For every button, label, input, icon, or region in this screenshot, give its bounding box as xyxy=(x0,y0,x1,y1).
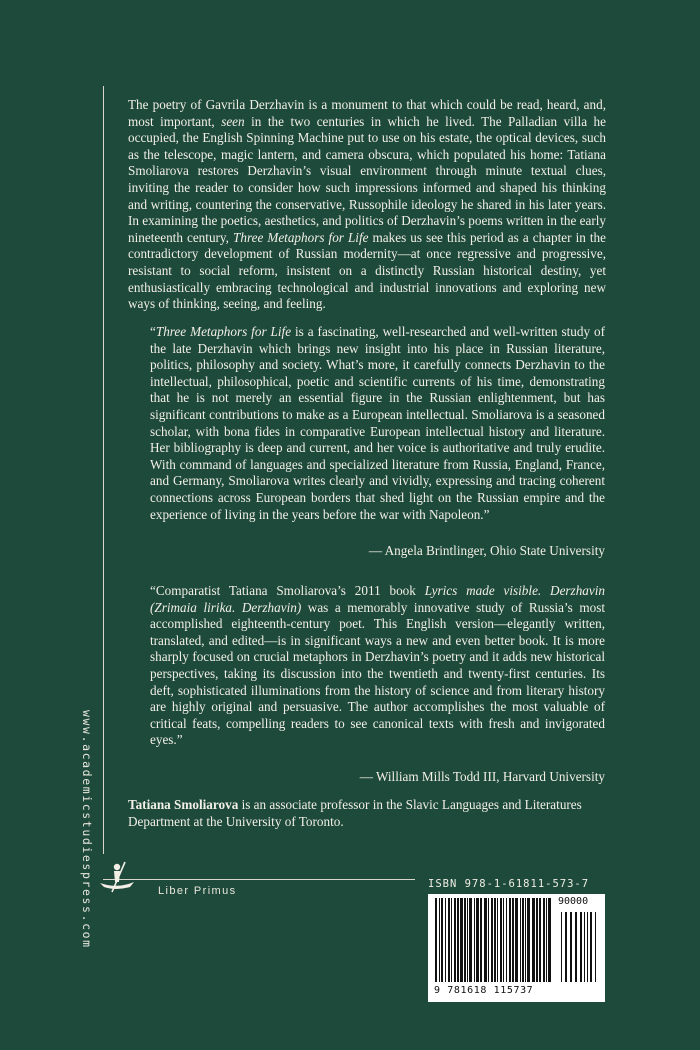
endorsement-todd xyxy=(150,583,605,786)
description-text-2: in the two centuries in which he lived. The Palladian villa he occupied, the English Spinning Machine put to use on his estate, the optical devices, such as the telescope, magic lantern, and camera obscura, which populated his home: Tatiana Smoliarova restores Derzhavin’s visual environment through minute textual clues, inviting the reader to consider how such impressions informed and shaped his thinking and writing, countering the conservative, Russophile ideology he shared in his later years. In examining the poetics, aesthetics, and politics of Derzhavin’s poems written in the early nineteenth century, xyxy=(128,113,606,245)
description-emphasis: seen xyxy=(221,113,245,129)
barcode-digits: 9 781618 115737 xyxy=(434,985,534,996)
quote2-text-2: was a memorably innovative study of Russia’s most accomplished eighteenth-century poet. This English version—elegantly written, translated, and edited—is in significant ways a new and even better book. It is more sharply focused on crucial metaphors in Derzhavin’s poetry and it adds new historical perspectives, taking its discussion into the twentieth and twenty-first centuries. Its deft, sophisticated illuminations from the history of science and from literary history are highly original and persuasive. The author accomplishes the most valuable of critical feats, compelling readers to see canonical texts with fresh and invigorated eyes.” xyxy=(150,599,605,748)
quote1-book-title: Three Metaphors for Life xyxy=(155,324,292,339)
horizontal-rule xyxy=(103,879,415,880)
boat-logo-icon xyxy=(92,858,140,898)
quote1-text: is a fascinating, well-researched and well-written study of the late Derzhavin which brings new insight into his place in Russian literature, politics, philosophy and society. What’s more, it carefully connects Derzhavin to the intellectual, philosophical, poetic and scientific currents of his time, demonstrating that he is not merely an essential figure in the Russian enlightenment, but has significant contributions to make as a European intellectual. Smoliarova is a seasoned scholar, with bona fides in comparative European intellectual history and literature. Her bibliography is deep and current, and her voice is authoritative and truly erudite. With command of languages and specialized literature from Russia, England, France, and Germany, Smoliarova writes clearly and vividly, expressing and tracing coherent connections across European borders that shed light on the Russian empire and the experience of living in the years before the war with Napoleon.” xyxy=(150,324,605,522)
vertical-rule xyxy=(103,86,104,854)
publisher-url: www.academicstudiespress.com xyxy=(80,710,94,949)
barcode-bars xyxy=(433,898,600,984)
description-text-1: The poetry of Gavrila Derzhavin is a monument to that which could be read, heard, and, most important, xyxy=(128,97,606,129)
author-name: Tatiana Smoliarova xyxy=(128,797,239,812)
quote2-attribution: — William Mills Todd III, Harvard University xyxy=(359,768,605,784)
quote2-book-title: Lyrics made visible. Derzhavin (Zrimaia lirika. Derzhavin) xyxy=(150,583,605,615)
description-book-title: Three Metaphors for Life xyxy=(233,229,369,245)
isbn-barcode xyxy=(428,877,605,1002)
imprint-name: Liber Primus xyxy=(158,885,237,897)
barcode-panel xyxy=(428,894,605,1002)
author-bio xyxy=(128,797,608,830)
endorsement-brintlinger xyxy=(150,324,605,560)
price-addon: 90000 xyxy=(558,896,589,907)
quote1-attribution: — Angela Brintlinger, Ohio State University xyxy=(368,543,605,559)
quote-mark: “ xyxy=(150,324,156,339)
quote2-text-1: “Comparatist Tatiana Smoliarova’s 2011 book xyxy=(150,583,425,598)
book-description xyxy=(128,97,606,313)
isbn-label: ISBN 978-1-61811-573-7 xyxy=(428,878,590,890)
author-bio-text: is an associate professor in the Slavic Languages and Literatures Department at the University of Toronto. xyxy=(128,797,582,829)
description-text-3: makes us see this period as a chapter in the contradictory development of Russian modernity—at once regressive and progressive, resistant to social reform, insistent on a distinctly Russian historical destiny, yet enthusiastically embracing technological and industrial innovations and exploring new ways of thinking, seeing, and feeling. xyxy=(128,229,606,312)
